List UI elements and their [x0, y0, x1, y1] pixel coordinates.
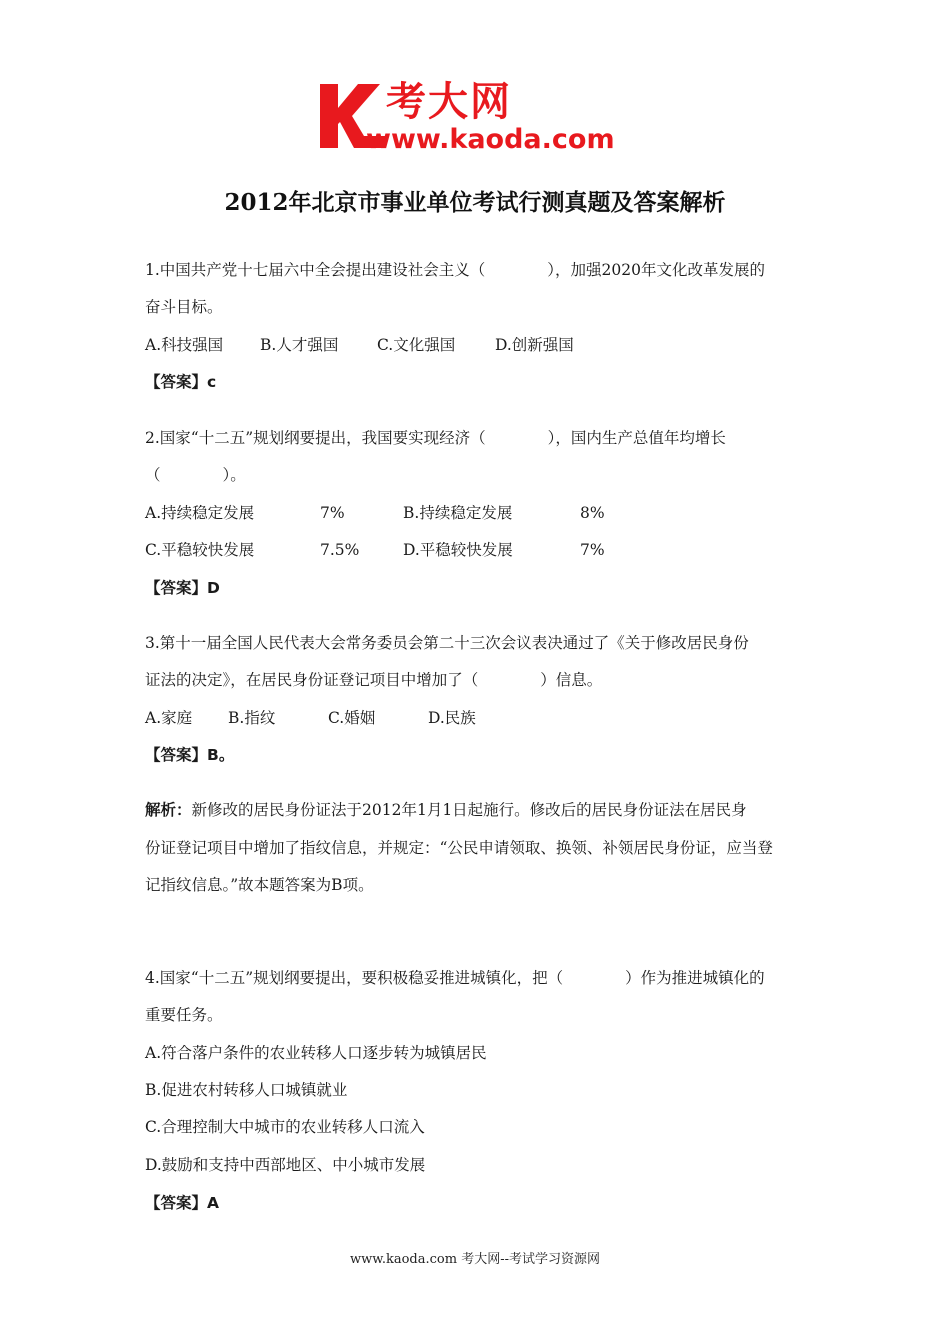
q3-answer: [145, 745, 234, 765]
q2-option-c: C.平稳较快发展: [145, 541, 255, 559]
q2-answer-value: D: [207, 579, 220, 597]
q2-option-c-rate: 7.5%: [320, 541, 360, 559]
q2-option-b-rate: 8%: [580, 504, 605, 522]
q4-option-b: B.促进农村转移人口城镇就业: [145, 1081, 348, 1099]
q1-answer-label: 【答案】: [145, 373, 208, 391]
q3-text-line2: 证法的决定》，在居民身份证登记项目中增加了（ ）信息。: [145, 671, 603, 689]
page-title: 2012年北京市事业单位考试行测真题及答案解析: [224, 189, 726, 216]
q4-option-c: C.合理控制大中城市的农业转移人口流入: [145, 1118, 425, 1136]
q4-text-line2: 重要任务。: [145, 1006, 223, 1024]
q2-answer: [145, 578, 220, 598]
q3-answer-value: B。: [207, 746, 235, 764]
q2-option-d-rate: 7%: [580, 541, 605, 559]
q2-option-a-rate: 7%: [320, 504, 345, 522]
q1-option-d: D.创新强国: [495, 336, 574, 354]
q1-option-b: B.人才强国: [260, 336, 339, 354]
q4-text-line1: 4.国家“十二五”规划纲要提出，要积极稳妥推进城镇化，把（ ）作为推进城镇化的: [145, 969, 765, 987]
q2-text-line1: 2.国家“十二五”规划纲要提出，我国要实现经济（ ），国内生产总值年均增长: [145, 429, 726, 447]
q3-option-d: D.民族: [428, 709, 476, 727]
q1-option-a: A.科技强国: [145, 336, 224, 354]
q1-text-line1: 1.中国共产党十七届六中全会提出建设社会主义（ ），加强2020年文化改革发展的: [145, 261, 765, 279]
q1-answer-value: c: [207, 373, 217, 391]
q4-option-a: A.符合落户条件的农业转移人口逐步转为城镇居民: [145, 1044, 487, 1062]
q3-analysis-line3: 记指纹信息。”故本题答案为B项。: [145, 876, 374, 894]
q3-analysis-text: 新修改的居民身份证法于2012年1月1日起施行。修改后的居民身份证法在居民身: [191, 801, 747, 819]
page-footer: www.kaoda.com 考大网--考试学习资源网: [350, 1252, 600, 1267]
q3-analysis-label: 解析：: [145, 801, 192, 819]
logo-url-text: www.kaoda.com: [366, 124, 615, 155]
q2-option-d: D.平稳较快发展: [403, 541, 513, 559]
q3-option-c: C.婚姻: [328, 709, 376, 727]
q3-text-line1: 3.第十一届全国人民代表大会常务委员会第二十三次会议表决通过了《关于修改居民身份: [145, 634, 749, 652]
q4-answer-value: A: [207, 1194, 220, 1212]
q1-answer: [145, 372, 216, 392]
logo-cn-text: 考大网: [386, 79, 512, 125]
q3-option-b: B.指纹: [228, 709, 276, 727]
q2-answer-label: 【答案】: [145, 579, 208, 597]
q4-option-d: D.鼓励和支持中西部地区、中小城市发展: [145, 1156, 426, 1174]
q1-text-line2: 奋斗目标。: [145, 298, 223, 316]
q1-option-c: C.文化强国: [377, 336, 456, 354]
q4-answer-label: 【答案】: [145, 1194, 208, 1212]
q4-answer: [145, 1193, 219, 1213]
q2-option-a: A.持续稳定发展: [145, 504, 255, 522]
q3-answer-label: 【答案】: [145, 746, 208, 764]
kaoda-logo: [318, 78, 638, 158]
q3-analysis-line1: [145, 800, 747, 820]
q2-option-b: B.持续稳定发展: [403, 504, 513, 522]
q3-analysis-line2: 份证登记项目中增加了指纹信息，并规定：“公民申请领取、换领、补领居民身份证，应当登: [145, 839, 773, 857]
q2-text-line2: （ ）。: [145, 466, 246, 484]
q3-option-a: A.家庭: [145, 709, 193, 727]
